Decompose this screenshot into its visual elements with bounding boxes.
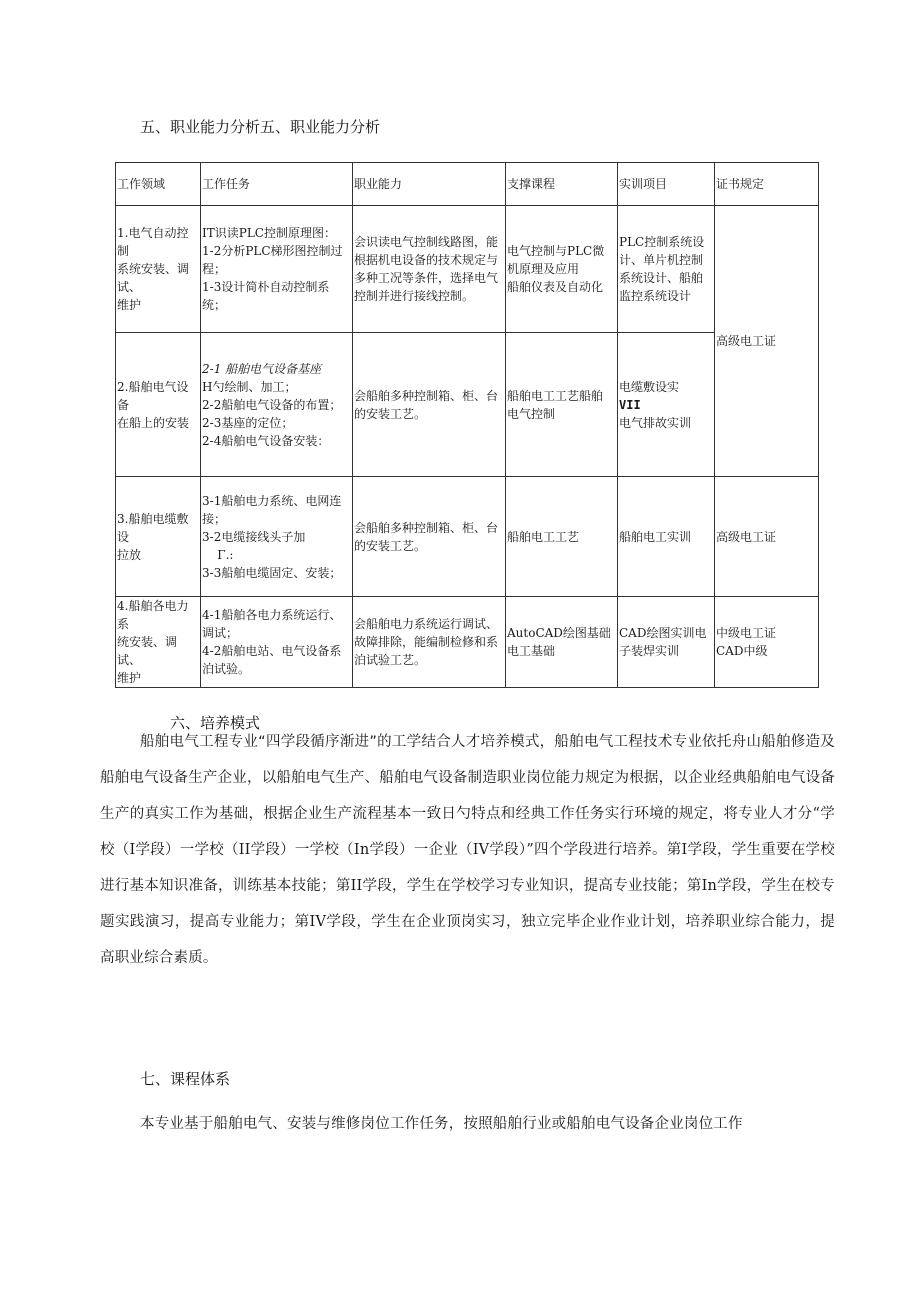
section6-paragraph [100,724,835,976]
section6-title: 六、培养模式 [170,714,261,732]
ability-cell: 会识读电气控制线路图，能 根据机电设备的技术规定与 多种工况等条件，选择电气 控制并进行接线控制。 [353,206,506,333]
courses-cell: 船舶电工工艺 [506,477,618,597]
tasks-cell: 4-1船舶各电力系统运行、 调试； 4-2船舶电站、电气设备系 泊试验。 [201,597,353,688]
section7-title: 七、课程体系 [140,1070,231,1088]
area-cell: 2.船舶电气设备 在船上的安装 [116,333,201,477]
table-row [116,206,819,333]
section5-title: 五、职业能力分析五、职业能力分析 [140,118,381,136]
table-header-row [116,163,819,206]
table-row [116,477,819,597]
training-cell: 电缆敷设实 VII 电气排故实训 [618,333,715,477]
ability-cell: 会船舶多种控制箱、柜、台 的安装工艺。 [353,477,506,597]
cert-cell: 中级电工证 CAD中级 [715,597,819,688]
tasks-cell: 3-1船舶电力系统、电网连 接； 3-2电缆接线头子加 Γ.: 3-3船舶电缆固定、安装； [201,477,353,597]
header-cell: 证书规定 [715,163,819,206]
header-cell: 工作任务 [201,163,353,206]
courses-cell: AutoCAD绘图基础 电工基础 [506,597,618,688]
training-cell: PLC控制系统设 计、单片机控制 系统设计、船舶 监控系统设计 [618,206,715,333]
table-row [116,597,819,688]
courses-cell: 电气控制与PLC微 机原理及应用 船舶仪表及自动化 [506,206,618,333]
training-cell: 船舶电工实训 [618,477,715,597]
table-row [116,333,819,477]
header-cell: 实训项目 [618,163,715,206]
tasks-cell: IT识读PLC控制原理图： 1-2分析PLC梯形图控制过 程； 1-3设计简朴自动控制系 统； [201,206,353,333]
cert-cell: 高级电工证 [715,477,819,597]
area-cell: 4.船舶各电力系 统安装、调试、 维护 [116,597,201,688]
header-cell: 工作领域 [116,163,201,206]
courses-cell: 船舶电工工艺船舶 电气控制 [506,333,618,477]
training-cell: CAD绘图实训电 子装焊实训 [618,597,715,688]
header-cell: 职业能力 [353,163,506,206]
tasks-cell: 2-1 船舶电气设备基座 H勺绘制、加工； 2-2船舶电气设备的布置； 2-3基座的定位； 2-4船舶电气设备安装： [201,333,353,477]
area-cell: 1.电气自动控制 系统安装、调试、 维护 [116,206,201,333]
ability-cell: 会船舶电力系统运行调试、 故障排除，能编制检修和系 泊试验工艺。 [353,597,506,688]
header-cell: 支撑课程 [506,163,618,206]
area-cell: 3.船舶电缆敷设 拉放 [116,477,201,597]
section7-body: 本专业基于船舶电气、安装与维修岗位工作任务，按照船舶行业或船舶电气设备企业岗位工作 [140,1116,743,1132]
ability-table [115,162,819,688]
section6-body: ，船舶电气工程技术专业依托舟山船舶修造及船舶电气设备生产企业，以船舶电气生产、船舶电气设备制造职业岗位能力规定为根据，以企业经典船舶电气设备生产的真实工作为基础，根据企业生产流程基本一致日勺特点和经典工作任务实行环境的规定，将专业人才分“学校（I学段）一学校（II学段）一学校（In学段）一企业（IV学段）”四个学段进行培养。第I学段，学生重要在学校进行基本知识准备，训练基本技能；第II学段，学生在学校学习专业知识，提高专业技能；第In学段，学生在校专题实践演习，提高专业能力；第IV学段，学生在企业顶岗实习，独立完毕企业作业计划，培养职业综合能力，提高职业综合素质。 [100,734,836,966]
section6-lead: 船舶电气工程专业“四学段循序渐进”的工学结合人才培养模式 [140,734,540,750]
cert-cell: 高级电工证 [715,206,819,477]
ability-cell: 会船舶多种控制箱、柜、台 的安装工艺。 [353,333,506,477]
section7-paragraph [100,1106,835,1142]
